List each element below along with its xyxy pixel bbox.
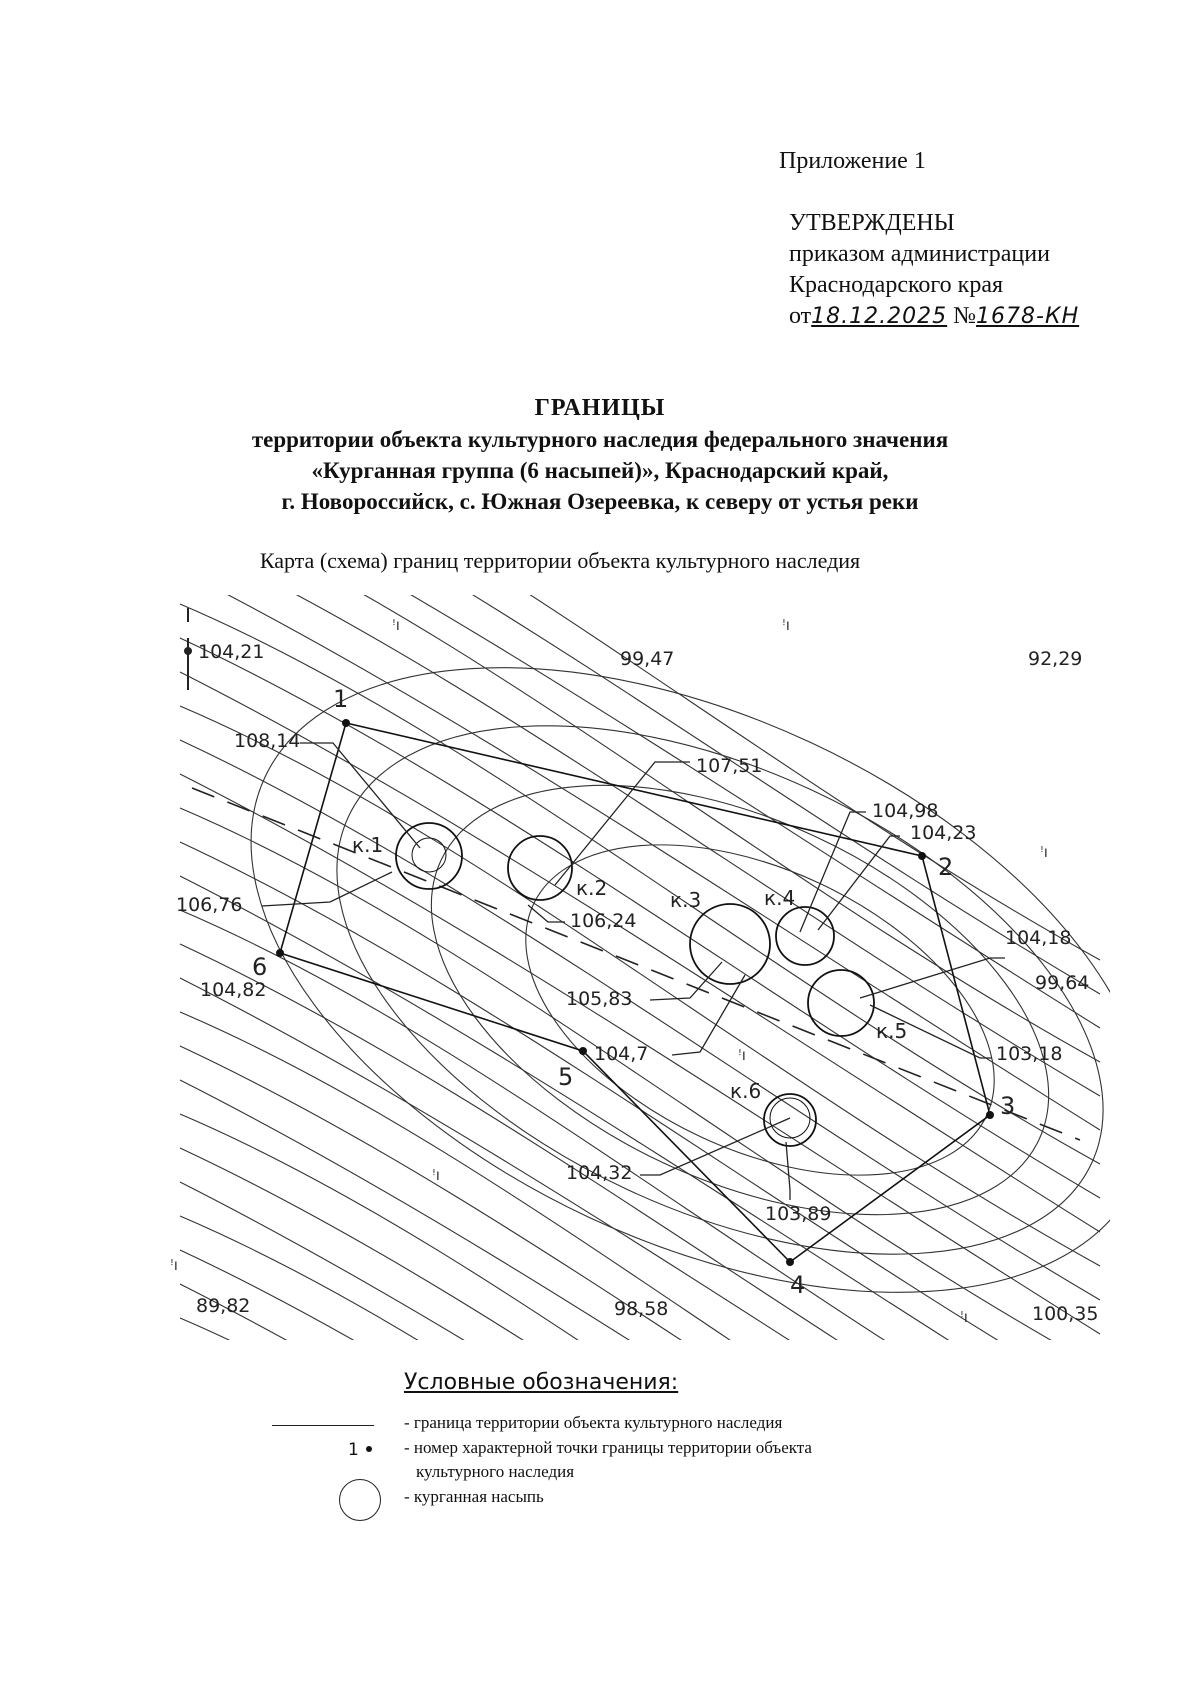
number-label: №: [953, 303, 977, 329]
elevation-label: 98,58: [614, 1298, 669, 1320]
elevation-label: 104,21: [198, 641, 265, 663]
leader-line: [672, 975, 745, 1055]
legend-boundary-sample: [272, 1425, 374, 1426]
boundary-point-dot: [276, 949, 284, 957]
contour-line: [180, 638, 1100, 1198]
mound-2: [508, 836, 572, 900]
elevation-label: 104,7: [594, 1043, 649, 1065]
svg-text:ꜝı: ꜝı: [960, 1308, 968, 1326]
mound-label: к.1: [352, 833, 384, 857]
contour-line: [180, 706, 1100, 1266]
mound-1-inner: [412, 838, 446, 872]
point-number: 1: [333, 685, 349, 713]
mound-label: к.6: [730, 1079, 762, 1103]
contour-line: [180, 468, 1100, 1028]
approved-region: Краснодарского края: [789, 272, 1004, 298]
elevation-label: 92,29: [1028, 648, 1083, 670]
vegetation-symbols: [170, 616, 1048, 1326]
elevation-label: 106,24: [570, 910, 637, 932]
order-date: 18.12.2025: [811, 304, 948, 329]
elevation-label: 103,18: [996, 1043, 1063, 1065]
point-number: 6: [252, 953, 268, 981]
point-number: 5: [558, 1063, 574, 1091]
mound-label: к.5: [876, 1019, 908, 1043]
elevation-label: 100,35: [1032, 1303, 1099, 1325]
mound-label: к.2: [576, 876, 608, 900]
contour-line: [180, 536, 1100, 1096]
svg-text:ꜝı: ꜝı: [738, 1046, 746, 1064]
elevation-label: 99,64: [1035, 972, 1090, 994]
boundary-point-dot: [579, 1047, 587, 1055]
contour-line: [180, 434, 1100, 994]
elevation-label: 105,83: [566, 988, 633, 1010]
mound-1: [396, 823, 462, 889]
from-label: от: [789, 303, 812, 329]
contour-line: [180, 1080, 1100, 1640]
svg-text:ꜝı: ꜝı: [432, 1166, 440, 1184]
legend-point-sample: 1: [348, 1440, 359, 1460]
approved-by-order: приказом администрации: [789, 241, 1050, 267]
legend-point-text-2: культурного наследия: [416, 1462, 575, 1481]
order-number: 1678-КН: [976, 304, 1080, 329]
contour-line: [180, 808, 1100, 1368]
boundary-point-dot: [342, 719, 350, 727]
contour-line: [180, 604, 1100, 1164]
appendix-label: Приложение 1: [779, 148, 926, 174]
point-number: 3: [1000, 1092, 1016, 1120]
mound-label: к.3: [670, 888, 702, 912]
contour-line: [180, 1352, 1100, 1698]
contour-line: [180, 1284, 1100, 1698]
svg-text:ꜝı: ꜝı: [392, 616, 400, 634]
elevation-label: 103,89: [765, 1203, 832, 1225]
mound-3: [690, 904, 770, 984]
mounds-layer: [396, 823, 874, 1146]
contour-line: [180, 672, 1100, 1232]
title-main: ГРАНИЦЫ: [534, 395, 666, 421]
legend-boundary-text: - граница территории объекта культурного наследия: [404, 1413, 783, 1432]
svg-text:ꜝı: ꜝı: [1040, 843, 1048, 861]
svg-text:ꜝı: ꜝı: [782, 616, 790, 634]
boundary-point-dot: [986, 1111, 994, 1119]
elevation-label: 104,18: [1005, 927, 1072, 949]
elevation-label: 104,23: [910, 822, 977, 844]
title-line-2: «Курганная группа (6 насыпей)», Краснодарский край,: [311, 458, 889, 483]
legend-point-dot: [366, 1446, 372, 1452]
point-number: 2: [938, 853, 954, 881]
elevation-label: 107,51: [696, 755, 763, 777]
contour-line: [180, 876, 1100, 1436]
leader-line: [786, 1142, 790, 1200]
contour-line: [180, 1012, 1100, 1572]
legend-title: Условные обозначения:: [404, 1370, 679, 1395]
point-number: 4: [790, 1271, 806, 1299]
elevation-label: 108,14: [234, 730, 301, 752]
mound-label: к.4: [764, 886, 796, 910]
legend-point-text-1: - номер характерной точки границы территории объекта: [404, 1438, 812, 1457]
svg-text:ꜝı: ꜝı: [170, 1256, 178, 1274]
elevation-label: 106,76: [176, 894, 243, 916]
boundary-point-dot: [786, 1258, 794, 1266]
leader-line: [555, 762, 690, 885]
contour-line: [180, 400, 1100, 960]
mound-5: [808, 970, 874, 1036]
contour-loop: [474, 777, 1045, 1242]
map-subtitle: Карта (схема) границ территории объекта культурного наследия: [259, 548, 861, 573]
contour-line: [180, 1046, 1100, 1606]
title-line-3: г. Новороссийск, с. Южная Озереевка, к северу от устья реки: [281, 489, 919, 514]
legend-mound-sample: [339, 1479, 381, 1521]
boundary-point-dot: [918, 852, 926, 860]
leader-line: [262, 872, 392, 906]
elevation-label: 104,32: [566, 1162, 633, 1184]
elevation-label: 104,98: [872, 800, 939, 822]
mound-4: [776, 907, 834, 965]
legend-mound-text: - курганная насыпь: [404, 1487, 544, 1506]
elevation-label: 104,82: [200, 979, 267, 1001]
contour-line: [180, 502, 1100, 1062]
elevation-label: 99,47: [620, 648, 675, 670]
approved-heading: УТВЕРЖДЕНЫ: [789, 210, 955, 236]
title-line-1: территории объекта культурного наследия федерального значения: [251, 427, 949, 452]
elevation-label: 89,82: [196, 1295, 251, 1317]
